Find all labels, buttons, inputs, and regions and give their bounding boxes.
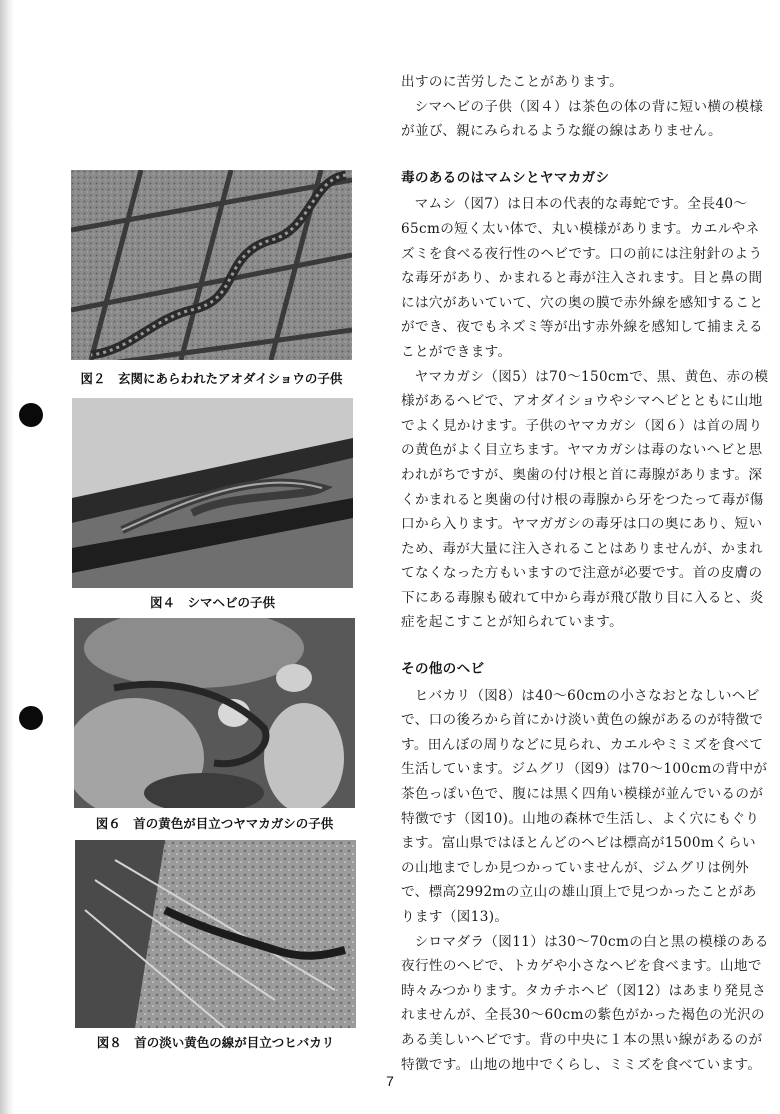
paragraph-yamakagashi: ヤマカガシ（図5）は70～150cmで、黒、黄色、赤の模様があるヘビで、アオダイショウやシマヘビとともに山地でよく見かけます。子供のヤマカガシ（図６）は首の周りの黄色がよく目立ちます。ヤマカガシは毒のないヘビと思われがちですが、奥歯の付け根と首に毒腺があります。深くかまれると奥歯の付け根の毒腺から牙をつたって毒が傷口から入ります。ヤマガガシの毒牙は口の奥にあり、短いため、毒が大量に注入されることはありませんが、かまれてなくなった方もいますので注意が必要です。首の皮膚の下にある毒腺も破れて中から毒が飛び散り目に入ると、炎症を起こすことが知られています。 <box>401 368 769 631</box>
figure-8-caption: 図８ 首の淡い黄色の線が目立つヒバカリ <box>96 1035 335 1050</box>
paragraph-mamushi: マムシ（図7）は日本の代表的な毒蛇です。全長40～65cmの短く太い体で、丸い模様があります。カエルやネズミを食べる夜行性のヘビです。口の前には注射針のような毒牙があり、かまれると毒が注入されます。目と鼻の間には穴があいていて、穴の奥の膜で赤外線を感知することができ、夜でもネズミ等が出す赤外線を感知して捕まえることができます。 <box>401 196 764 360</box>
page-edge-shadow <box>0 0 14 1114</box>
body-text-column <box>401 70 769 1077</box>
photo-aodaisho-juvenile <box>71 170 352 360</box>
photo-shimahebi-juvenile <box>72 398 353 588</box>
figure-2-caption: 図２ 玄関にあらわれたアオダイショウの子供 <box>80 371 343 386</box>
paragraph-shimahebi: シマヘビの子供（図４）は茶色の体の背に短い横の模様が並び、親にみられるような縦の線はありません。 <box>401 98 764 140</box>
binder-hole-bottom <box>19 706 43 730</box>
binder-hole-top <box>19 403 43 427</box>
figure-6-caption: 図６ 首の黄色が目立つヤマカガシの子供 <box>95 816 334 831</box>
figure-4-caption: 図４ シマヘビの子供 <box>149 595 275 610</box>
heading-venomous-snakes: 毒のあるのはマムシとヤマカガシ <box>401 169 610 186</box>
photo-yamakagashi-juvenile <box>74 618 355 808</box>
photo-hibakari <box>75 840 356 1028</box>
paragraph-shiromadara-takachiho: シロマダラ（図11）は30～70cmの白と黒の模様のある夜行性のヘビで、トカゲや小さなヘビを食べます。山地で時々みつかります。タカチホヘビ（図12）はあまり発見されませんが、全長30～60cmの紫色がかった褐色の光沢のある美しいヘビです。背の中央に１本の黒い線があるのが特徴です。山地の地中でくらし、ミミズを食べています。 <box>401 933 769 1073</box>
paragraph-hibakari-jimuguri: ヒバカリ（図8）は40～60cmの小さなおとなしいヘビで、口の後ろから首にかけ淡い黄色の線があるのが特徴です。田んぼの周りなどに見られ、カエルやミミズを食べて生活しています。ジムグリ（図9）は70～100cmの背中が茶色っぽい色で、腹には黒く四角い模様が並んでいるのが特徴です（図10)。山地の森林で生活し、よく穴にもぐります。富山県ではほとんどのヘビは標高が1500mくらいの山地までしか見つかっていませんが、ジムグリは例外で、標高2992mの立山の雄山頂上で見つかったことがあります（図13)。 <box>401 687 768 925</box>
heading-other-snakes: その他のヘビ <box>401 661 485 678</box>
page-number: 7 <box>386 1073 394 1089</box>
paragraph-intro-continued: 出すのに苦労したことがあります。 <box>401 74 624 90</box>
